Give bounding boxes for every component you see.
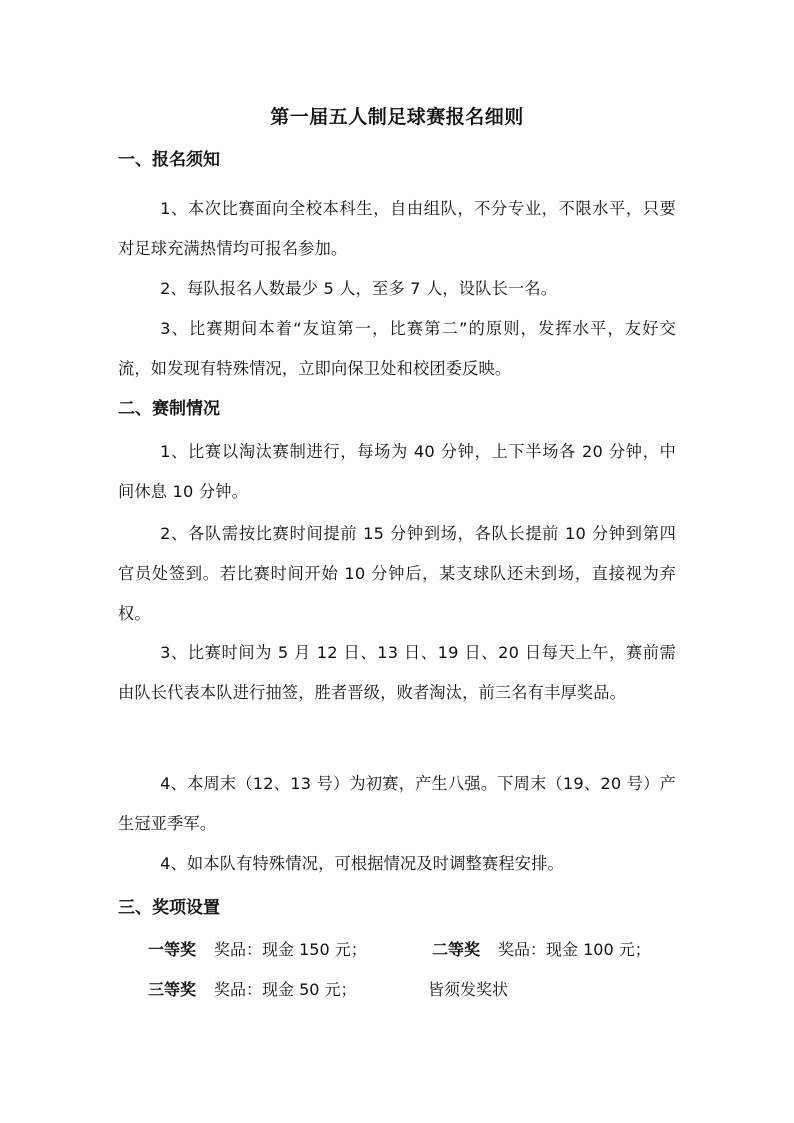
award-prize: 奖品：现金 150 元； bbox=[214, 940, 367, 959]
paragraph: 1、比赛以淘汰赛制进行，每场为 40 分钟，上下半场各 20 分钟，中间休息 10 分钟。 bbox=[118, 442, 676, 501]
award-name: 二等奖 bbox=[432, 940, 481, 959]
paragraph: 4、本周末（12、13 号）为初赛，产生八强。下周末（19、20 号）产生冠亚季军。 bbox=[118, 774, 676, 833]
paragraph: 2、各队需按比赛时间提前 15 分钟到场，各队长提前 10 分钟到第四官员处签到。若比赛时间开始 10 分钟后，某支球队还未到场，直接视为弃权。 bbox=[118, 524, 676, 623]
document-title: 第一届五人制足球赛报名细则 bbox=[270, 106, 524, 128]
award-name: 一等奖 bbox=[148, 940, 197, 959]
award-second bbox=[432, 937, 651, 963]
section-heading-format: 二、赛制情况 bbox=[118, 399, 220, 419]
paragraph: 1、本次比赛面向全校本科生，自由组队，不分专业，不限水平，只要对足球充满热情均可报名参加。 bbox=[118, 199, 676, 258]
award-prize: 奖品：现金 100 元； bbox=[498, 940, 651, 959]
paragraph: 3、比赛时间为 5 月 12 日、13 日、19 日、20 日每天上午，赛前需由队长代表本队进行抽签，胜者晋级，败者淘汰，前三名有丰厚奖品。 bbox=[118, 643, 676, 702]
paragraph: 2、每队报名人数最少 5 人，至多 7 人，设队长一名。 bbox=[160, 279, 558, 298]
paragraph: 4、如本队有特殊情况，可根据情况及时调整赛程安排。 bbox=[160, 854, 564, 873]
award-third bbox=[148, 977, 357, 1003]
paragraph: 3、比赛期间本着“友谊第一，比赛第二”的原则，发挥水平，友好交流，如发现有特殊情况，立即向保卫处和校团委反映。 bbox=[118, 319, 676, 378]
award-row bbox=[148, 937, 688, 963]
award-row bbox=[148, 977, 688, 1003]
section-heading-registration: 一、报名须知 bbox=[118, 150, 220, 170]
award-first bbox=[148, 937, 367, 963]
award-note: 皆须发奖状 bbox=[428, 980, 509, 999]
award-name: 三等奖 bbox=[148, 980, 197, 999]
award-prize: 奖品：现金 50 元； bbox=[214, 980, 357, 999]
section-heading-awards: 三、奖项设置 bbox=[118, 898, 220, 918]
